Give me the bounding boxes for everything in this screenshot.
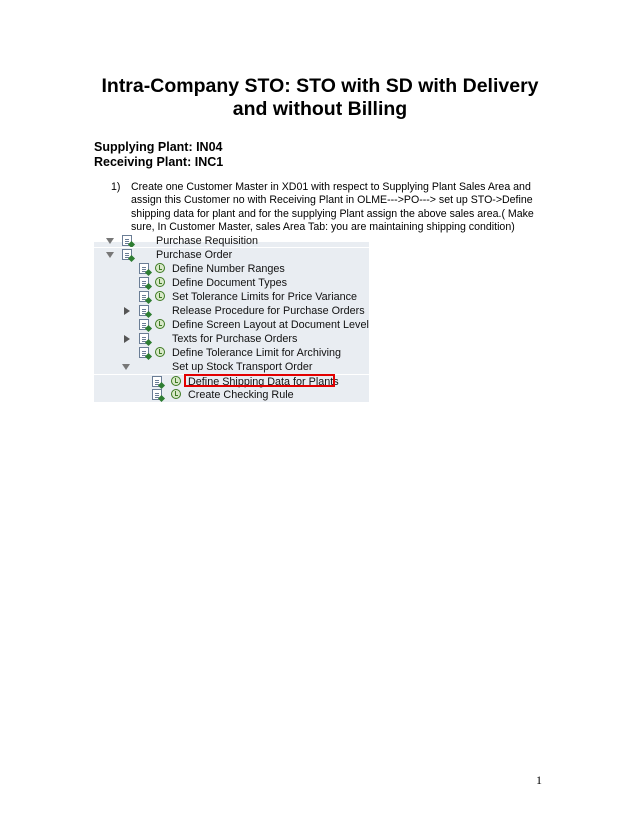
tree-row[interactable] [94,346,369,360]
tree-label[interactable]: Define Document Types [172,277,288,289]
expand-triangle-icon[interactable] [122,364,130,370]
expand-triangle-icon[interactable] [124,335,130,343]
clock-icon[interactable] [155,277,165,287]
title-line-1: Intra-Company STO: STO with SD with Delivery [101,75,539,97]
tree-label[interactable]: Create Checking Rule [188,389,294,401]
tree-row[interactable] [94,304,369,318]
document-icon[interactable] [152,389,162,400]
tree-label[interactable]: Purchase Requisition [156,235,259,247]
tree-row[interactable] [94,262,369,276]
document-icon[interactable] [139,333,149,344]
supplying-plant: Supplying Plant: IN04 [94,140,223,154]
clock-icon[interactable] [155,347,165,357]
document-icon[interactable] [139,263,149,274]
tree-row[interactable] [94,332,369,346]
tree-row[interactable] [94,276,369,290]
tree-label[interactable]: Define Number Ranges [172,263,285,275]
expand-triangle-icon[interactable] [106,252,114,258]
step-number: 1) [111,181,121,193]
tree-label[interactable]: Texts for Purchase Orders [172,333,298,345]
step-text: Create one Customer Master in XD01 with respect to Supplying Plant Sales Area and assign this Customer no with Receiving Plant in OLME--->PO---> set up STO->Define shipping data for plant and for the supplying Plant assign the above sales area.( Make sure, In Customer Master, sales Area Tab: you are maintaining shipping condition) [131,181,534,234]
title-line-2: and without Billing [232,98,408,120]
tree-row[interactable] [94,290,369,304]
tree-label[interactable]: Release Procedure for Purchase Orders [172,305,365,317]
tree-row[interactable] [94,388,369,402]
tree-label[interactable]: Define Tolerance Limit for Archiving [172,347,342,359]
clock-icon[interactable] [171,389,181,399]
receiving-plant: Receiving Plant: INC1 [94,155,224,169]
tree-row[interactable] [94,234,369,248]
clock-icon[interactable] [155,263,165,273]
highlight-box [184,374,335,387]
clock-icon[interactable] [171,376,181,386]
tree-row[interactable] [94,318,369,332]
document-icon[interactable] [139,291,149,302]
tree-label[interactable]: Define Shipping Data for Plants [188,376,339,388]
tree-row[interactable] [94,247,369,262]
expand-triangle-icon[interactable] [106,238,114,244]
expand-triangle-icon[interactable] [124,307,130,315]
tree-label[interactable]: Set Tolerance Limits for Price Variance [172,291,358,303]
document-icon [122,249,132,260]
document-icon[interactable] [139,305,149,316]
clock-icon[interactable] [155,291,165,301]
clock-icon[interactable] [155,319,165,329]
document-icon[interactable] [139,319,149,330]
tree-label[interactable]: Purchase Order [156,249,233,261]
document-icon [122,235,132,246]
document-icon[interactable] [152,376,162,387]
document-icon[interactable] [139,347,149,358]
tree-label[interactable]: Set up Stock Transport Order [172,361,313,373]
tree-row[interactable] [94,360,369,374]
title-text [60,75,580,121]
document-icon[interactable] [139,277,149,288]
tree-label[interactable]: Define Screen Layout at Document Level [172,319,369,331]
page-number: 1 [536,773,542,787]
